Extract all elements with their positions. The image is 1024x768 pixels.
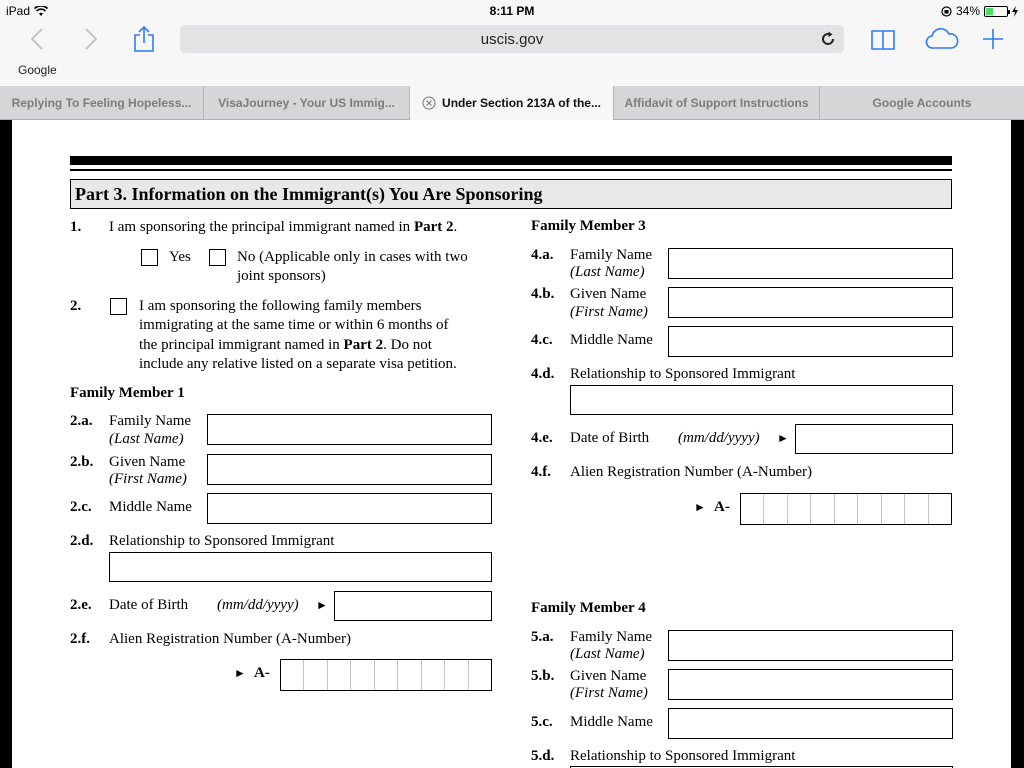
fm3-c-number: 4.c. [531, 332, 553, 348]
share-icon [133, 25, 155, 53]
q1-text [109, 218, 457, 237]
tab-label: Replying To Feeling Hopeless... [11, 96, 192, 110]
reload-icon[interactable] [818, 29, 838, 49]
q2-line-3-bold: Part 2 [343, 337, 384, 353]
fm4-heading: Family Member 4 [531, 600, 646, 616]
tab-bar [0, 86, 1024, 120]
q1-text-post: . [453, 219, 458, 235]
share-button[interactable] [129, 24, 159, 54]
q2-line-4: include any relative listed on a separate visa petition. [139, 356, 457, 372]
fm3-f-number: 4.f. [531, 464, 551, 480]
fm3-relationship-input[interactable] [570, 385, 953, 415]
fm3-dob-format: (mm/dd/yyyy) [678, 430, 760, 446]
device-name: iPad [6, 4, 31, 18]
q2-line-1: I am sponsoring the following family members [139, 298, 422, 314]
battery-percent: 34% [955, 4, 980, 18]
q2-line-2: immigrating at the same time or within 6 months of [139, 317, 449, 333]
q1-yes-label: Yes [169, 249, 191, 265]
fm4-last-name-hint: (Last Name) [570, 646, 645, 662]
chevron-left-icon [30, 27, 44, 51]
orientation-lock-icon [941, 6, 952, 17]
fm3-dob-input[interactable] [795, 424, 953, 454]
fm4-family-name-input[interactable] [668, 630, 953, 661]
tab-google-accounts[interactable] [820, 86, 1024, 120]
fm1-dob-input[interactable] [334, 591, 492, 621]
fm1-dob-format: (mm/dd/yyyy) [217, 597, 299, 613]
pdf-document [12, 120, 1011, 768]
icloud-tabs-button[interactable] [922, 24, 962, 54]
q1-yes-checkbox[interactable] [141, 249, 158, 266]
q2-line-3 [139, 336, 432, 355]
fm1-middle-name-label: Middle Name [109, 499, 192, 515]
charging-icon [1012, 6, 1018, 17]
fm1-e-number: 2.e. [70, 597, 92, 613]
fm3-anum-prefix: A- [714, 499, 730, 515]
q1-text-pre: I am sponsoring the principal immigrant named in [109, 219, 414, 235]
q2-line-3-pre: the principal immigrant named in [139, 337, 344, 353]
fm4-d-number: 5.d. [531, 748, 555, 764]
book-icon [870, 28, 896, 50]
bookmarks-button[interactable] [868, 24, 898, 54]
status-right [941, 4, 1018, 18]
fm3-dob-arrow: ► [777, 431, 789, 445]
fm3-e-number: 4.e. [531, 430, 553, 446]
fm3-middle-name-label: Middle Name [570, 332, 653, 348]
battery-fill [986, 8, 993, 15]
fm1-family-name-input[interactable] [207, 414, 492, 445]
fm1-alien-reg-label: Alien Registration Number (A-Number) [109, 631, 352, 647]
fm1-c-number: 2.c. [70, 499, 92, 515]
fm4-given-name-label: Given Name [570, 668, 647, 684]
q1-no-checkbox[interactable] [209, 249, 226, 266]
tab-section-213a[interactable] [410, 86, 614, 121]
fm4-a-number: 5.a. [531, 629, 554, 645]
fm3-anum-input[interactable] [740, 493, 952, 525]
fm1-b-number: 2.b. [70, 454, 94, 470]
status-bar [0, 0, 1024, 22]
cloud-icon [925, 28, 959, 50]
fm4-first-name-hint: (First Name) [570, 685, 648, 701]
fm1-d-number: 2.d. [70, 533, 94, 549]
fm3-last-name-hint: (Last Name) [570, 264, 645, 280]
fm3-relationship-label: Relationship to Sponsored Immigrant [570, 366, 796, 382]
address-bar[interactable] [180, 25, 844, 53]
fm1-middle-name-input[interactable] [207, 493, 492, 524]
q1-number: 1. [70, 219, 82, 235]
fm1-dob-label: Date of Birth [109, 597, 189, 613]
fm1-relationship-input[interactable] [109, 552, 492, 582]
fm3-family-name-label: Family Name [570, 247, 653, 263]
tab-label: Affidavit of Support Instructions [624, 96, 809, 110]
fm1-given-name-input[interactable] [207, 454, 492, 485]
address-text: uscis.gov [480, 31, 544, 48]
tab-replying[interactable] [0, 86, 204, 120]
fm1-anum-input[interactable] [280, 659, 492, 691]
fm4-c-number: 5.c. [531, 714, 553, 730]
fm3-anum-arrow: ► [694, 500, 706, 514]
part-title: Part 3. Information on the Immigrant(s) You Are Sponsoring [70, 179, 952, 209]
back-button[interactable] [22, 24, 52, 54]
heavy-rule [70, 156, 952, 165]
fm4-b-number: 5.b. [531, 668, 555, 684]
plus-icon [982, 28, 1004, 50]
q2-line-3-post: . Do not [383, 337, 432, 353]
fm4-family-name-label: Family Name [570, 629, 653, 645]
fm4-middle-name-label: Middle Name [570, 714, 653, 730]
fm3-given-name-input[interactable] [668, 287, 953, 318]
fm3-dob-label: Date of Birth [570, 430, 650, 446]
fm1-anum-arrow: ► [234, 666, 246, 680]
fm1-a-number: 2.a. [70, 413, 93, 429]
tab-affidavit[interactable] [614, 86, 820, 120]
new-tab-button[interactable] [978, 24, 1008, 54]
bookmark-google[interactable]: Google [18, 63, 57, 77]
fm3-middle-name-input[interactable] [668, 326, 953, 357]
fm1-anum-prefix: A- [254, 665, 270, 681]
fm3-alien-reg-label: Alien Registration Number (A-Number) [570, 464, 813, 480]
battery-icon [984, 6, 1008, 17]
q2-checkbox[interactable] [110, 298, 127, 315]
fm4-relationship-label: Relationship to Sponsored Immigrant [570, 748, 796, 764]
tab-label: Google Accounts [872, 96, 972, 110]
q2-number: 2. [70, 298, 82, 314]
chevron-right-icon [84, 27, 98, 51]
fm3-given-name-label: Given Name [570, 286, 647, 302]
thin-rule [70, 169, 952, 171]
fm1-f-number: 2.f. [70, 631, 90, 647]
fm4-middle-name-input[interactable] [668, 708, 953, 739]
q1-no-label-2: joint sponsors) [237, 268, 326, 284]
clock: 8:11 PM [489, 4, 535, 18]
tab-label: Under Section 213A of the... [442, 96, 601, 110]
q1-text-bold: Part 2 [413, 219, 454, 235]
web-page [12, 120, 1011, 768]
forward-button[interactable] [76, 24, 106, 54]
fm1-heading: Family Member 1 [70, 385, 185, 401]
fm1-first-name-hint: (First Name) [109, 471, 187, 487]
fm1-given-name-label: Given Name [109, 454, 186, 470]
fm1-family-name-label: Family Name [109, 413, 192, 429]
fm1-relationship-label: Relationship to Sponsored Immigrant [109, 533, 335, 549]
fm1-dob-arrow: ► [316, 598, 328, 612]
fm3-d-number: 4.d. [531, 366, 555, 382]
fm4-given-name-input[interactable] [668, 669, 953, 700]
fm3-b-number: 4.b. [531, 286, 555, 302]
q1-no-label-1: No (Applicable only in cases with two [237, 249, 468, 265]
fm3-heading: Family Member 3 [531, 218, 646, 234]
fm3-family-name-input[interactable] [668, 248, 953, 279]
close-icon[interactable] [422, 96, 436, 110]
tab-visajourney[interactable] [204, 86, 410, 120]
fm1-last-name-hint: (Last Name) [109, 431, 184, 447]
browser-toolbar [0, 22, 1024, 86]
tab-label: VisaJourney - Your US Immig... [218, 96, 395, 110]
fm3-first-name-hint: (First Name) [570, 304, 648, 320]
fm3-a-number: 4.a. [531, 247, 554, 263]
